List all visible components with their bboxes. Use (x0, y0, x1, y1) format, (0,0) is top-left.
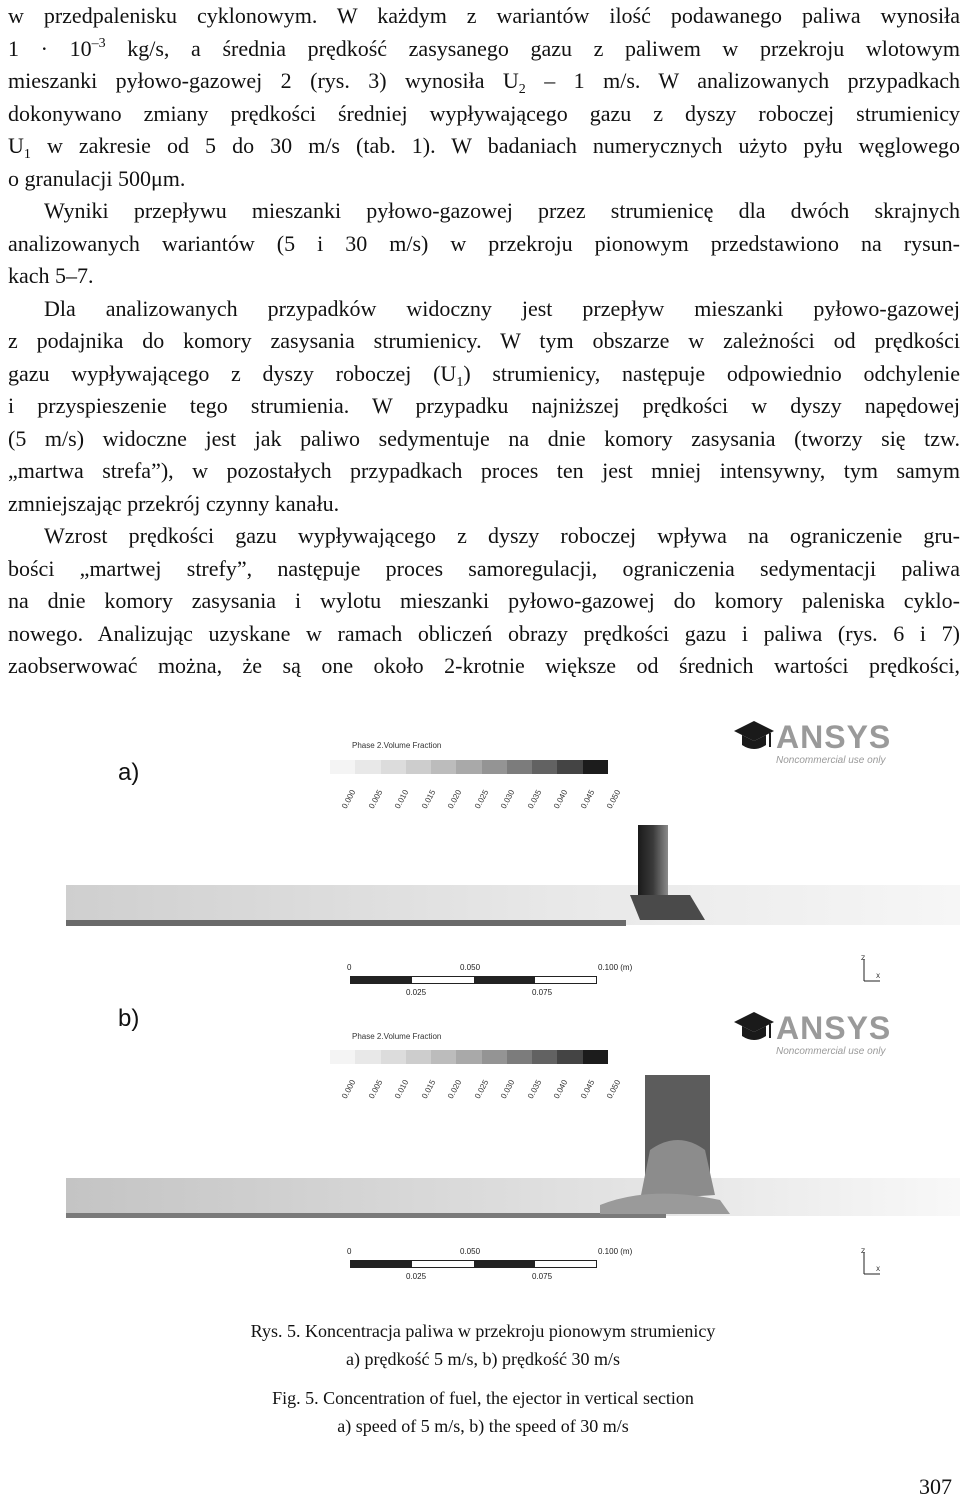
scale-label: 0 (347, 963, 352, 972)
legend-tick: 0.030 (499, 788, 517, 811)
text-segment: ) strumienicy, następuje odpowiednio odchylenie (463, 360, 960, 386)
text-line-13: i przyspieszenie tego strumienia. W przypadku najniższej prędkości w dyszy napędowej (8, 393, 960, 418)
axis-label: Z (861, 1248, 866, 1255)
text-line-20: nowego. Analizując uzyskane w ramach obliczeń obrazy prędkości gazu i paliwa (rys. 6 i 7) (8, 620, 960, 646)
scale-label: 0.075 (532, 988, 553, 997)
panel-label-b: b) (118, 1005, 140, 1032)
caption-en-line2: a) speed of 5 m/s, b) the speed of 30 m/s (337, 1416, 629, 1436)
text-line-11: z podajnika do komory zasysania strumienicy. W tym obszarze w zależności od prędkości (8, 328, 960, 353)
legend-title: Phase 2.Volume Fraction (352, 1032, 442, 1041)
figure-caption-pl (0, 1317, 960, 1373)
scale-label: 0.025 (406, 988, 427, 997)
legend-tick: 0.005 (367, 1078, 385, 1101)
panel-label-a: a) (118, 759, 140, 786)
text-line-4: dokonywano zmiany prędkości średniej wypływającego gazu z dyszy roboczej strumienicy (8, 100, 960, 126)
text-segment: w zakresie od 5 do 30 m/s (tab. 1). W badaniach numerycznych użyto pyłu węglowego (30, 133, 960, 158)
legend-tick: 0.035 (526, 1078, 544, 1101)
text-line-10: Dla analizowanych przypadków widoczny jest przepływ mieszanki pyłowo-gazowej (44, 295, 960, 321)
text-line-2 (8, 33, 960, 66)
legend-tick: 0.010 (393, 1078, 411, 1101)
text-line-5 (8, 130, 960, 163)
legend-tick: 0.020 (446, 788, 464, 811)
legend-tick: 0.025 (473, 1078, 491, 1101)
text-line-17: Wzrost prędkości gazu wypływającego z dyszy roboczej wpływa na ograniczenie gru- (44, 523, 960, 548)
legend-tick: 0.045 (579, 1078, 597, 1101)
text-line-1: w przedpalenisku cyklonowym. W każdym z wariantów ilość podawanego paliwa wynosiła (8, 3, 960, 28)
legend-tick: 0.015 (420, 1078, 438, 1101)
axis-label: X (876, 973, 881, 980)
text-segment: 1 · 10 (8, 35, 92, 61)
legend-tick: 0.035 (526, 788, 544, 811)
channel (66, 1178, 960, 1216)
text-segment: U (8, 133, 24, 158)
sediment-layer (66, 920, 626, 926)
text-segment: mieszanki pyłowo-gazowej 2 (rys. 3) wynosiła U (8, 68, 519, 93)
text-line-9: kach 5–7. (8, 263, 94, 288)
fuel-concentration-plot-a (0, 715, 960, 960)
figure-panel-a (0, 715, 960, 960)
text-line-7: Wyniki przepływu mieszanki pyłowo-gazowej przez strumienicę dla dwóch skrajnych (44, 198, 960, 223)
legend-tick: 0.015 (420, 788, 438, 811)
logo-subtext: Noncommercial use only (776, 1046, 886, 1057)
caption-pl-line2: a) prędkość 5 m/s, b) prędkość 30 m/s (346, 1349, 620, 1369)
legend-tick: 0.005 (367, 788, 385, 811)
feeder-jet (638, 825, 668, 897)
legend-tick: 0.020 (446, 1078, 464, 1101)
subscript: 1 (23, 147, 31, 162)
logo-word: ANSYS (776, 719, 892, 755)
page-number: 307 (919, 1474, 952, 1499)
scale-label: 0.050 (460, 963, 481, 972)
legend-tick: 0.050 (605, 788, 623, 811)
text-line-12 (8, 358, 960, 391)
text-line-3 (8, 65, 960, 98)
legend-tick: 0.045 (579, 788, 597, 811)
legend-tick: 0.040 (552, 788, 570, 811)
caption-pl-line1: Rys. 5. Koncentracja paliwa w przekroju pionowym strumienicy (250, 1321, 716, 1341)
subscript: 2 (518, 82, 526, 97)
scale-bar-a (350, 976, 597, 984)
legend-tick: 0.010 (393, 788, 411, 811)
text-segment: – 1 m/s. W analizowanych przypadkach (525, 68, 960, 93)
legend-tick: 0.025 (473, 788, 491, 811)
logo-word: ANSYS (776, 1010, 892, 1046)
legend-title: Phase 2.Volume Fraction (352, 741, 442, 750)
legend-tick: 0.050 (605, 1078, 623, 1101)
axis-label: Z (861, 955, 866, 962)
text-line-14: (5 m/s) widoczne jest jak paliwo sedymentuje na dnie komory zasysania (tworzy się tzw. (8, 425, 960, 451)
legend-tick: 0.040 (552, 1078, 570, 1101)
scale-label: 0 (347, 1247, 352, 1256)
logo-subtext: Noncommercial use only (776, 755, 886, 766)
text-line-16: zmniejszając przekrój czynny kanału. (8, 490, 340, 516)
scale-label: 0.050 (460, 1247, 481, 1256)
text-line-6: o granulacji 500μm. (8, 165, 186, 191)
text-segment: kg/s, a średnia prędkość zasysanego gazu z paliwem w przekroju wlotowym (105, 35, 960, 61)
text-segment: gazu wypływającego z dyszy roboczej (U (8, 360, 457, 386)
scale-label: 0.025 (406, 1272, 427, 1281)
text-line-18: bości „martwej strefy”, następuje proces samoregulacji, ograniczenia sedymentacji paliwa (8, 555, 960, 581)
fuel-concentration-plot-b (0, 1000, 960, 1245)
scale-bar-b (350, 1260, 597, 1268)
axis-triad-icon (858, 955, 882, 985)
exponent: –3 (91, 35, 106, 51)
scale-label: 0.100 (m) (598, 963, 633, 972)
text-line-21: zaobserwować można, że są one około 2-krotnie większe od średnich wartości prędkości, (8, 653, 960, 678)
text-line-8: analizowanych wariantów (5 i 30 m/s) w przekroju pionowym przedstawiono na rysun- (8, 230, 960, 256)
figure-panel-b (0, 1000, 960, 1245)
subscript: 1 (456, 374, 464, 390)
body-text (8, 0, 960, 683)
sediment-layer (66, 1213, 666, 1218)
axis-label: X (876, 1266, 881, 1273)
legend-tick: 0.000 (340, 788, 358, 811)
axis-triad-icon (858, 1248, 882, 1278)
legend-tick: 0.000 (340, 1078, 358, 1101)
channel (66, 885, 960, 925)
scale-label: 0.075 (532, 1272, 553, 1281)
figure-caption-en (0, 1384, 960, 1440)
text-line-15: „martwa strefa”), w pozostałych przypadkach proces ten jest mniej intensywny, tym samym (8, 458, 960, 483)
scale-label: 0.100 (m) (598, 1247, 633, 1256)
caption-en-line1: Fig. 5. Concentration of fuel, the ejector in vertical section (272, 1388, 694, 1408)
text-line-19: na dnie komory zasysania i wylotu mieszanki pyłowo-gazowej do komory paleniska cyklo- (8, 588, 960, 613)
legend-tick: 0.030 (499, 1078, 517, 1101)
